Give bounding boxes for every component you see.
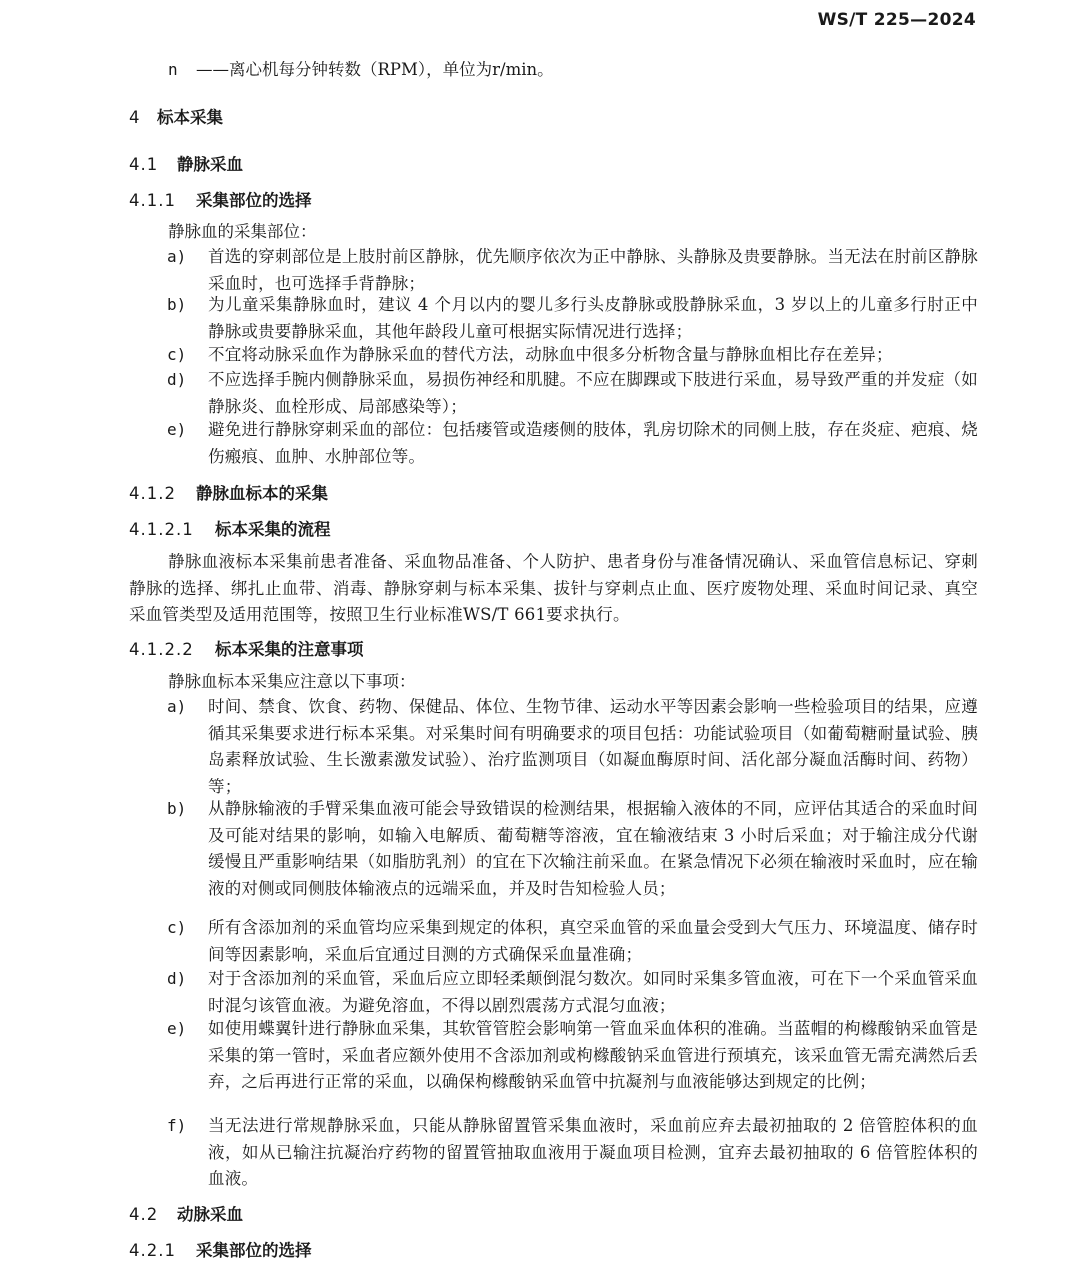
list-item: 不应选择手腕内侧静脉采血，易损伤神经和肌腱。不应在脚踝或下肢进行采血，易导致严重的并发症（如静脉炎、血栓形成、局部感染等）；	[208, 370, 978, 416]
list-item: 不宜将动脉采血作为静脉采血的替代方法，动脉血中很多分析物含量与静脉血相比存在差异；	[208, 345, 893, 364]
list-letter: e)	[167, 420, 187, 439]
list-item: 当无法进行常规静脉采血，只能从静脉留置管采集血液时，采血前应弃去最初抽取的 2 倍管腔体积的血液，如从已输注抗凝治疗药物的留置管抽取血液用于凝血项目检测，宜弃去最初抽取的 6 倍管腔体积的血液。	[208, 1116, 978, 1188]
list-letter: d)	[167, 969, 187, 988]
section-title: 采集部位的选择	[196, 1241, 312, 1260]
list-letter: a)	[167, 697, 187, 716]
list-letter: c)	[167, 918, 187, 937]
section-title: 静脉血标本的采集	[196, 484, 328, 503]
section-4-1-2-1-heading	[129, 516, 331, 540]
list-item: 时间、禁食、饮食、药物、保健品、体位、生物节律、运动水平等因素会影响一些检验项目的结果，应遵循其采集要求进行标本采集。对采集时间有明确要求的项目包括：功能试验项目（如葡萄糖耐量试验、胰岛素释放试验、生长激素激发试验）、治疗监测项目（如凝血酶原时间、活化部分凝血活酶时间、药物）等；	[208, 697, 978, 796]
section-4-1-heading	[129, 151, 243, 175]
section-4-1-1-intro: 静脉血的采集部位：	[168, 222, 317, 241]
list-item: 避免进行静脉穿刺采血的部位：包括瘘管或造瘘侧的肢体，乳房切除术的同侧上肢，存在炎症、疤痕、烧伤瘢痕、血肿、水肿部位等。	[208, 420, 978, 466]
standard-code: WS/T 225—2024	[817, 10, 976, 30]
section-title: 标本采集的流程	[215, 520, 331, 539]
list-item: 对于含添加剂的采血管，采血后应立即轻柔颠倒混匀数次。如同时采集多管血液，可在下一个采血管采血时混匀该管血液。为避免溶血，不得以剧烈震荡方式混匀血液；	[208, 969, 978, 1015]
section-number: 4.1.1	[129, 191, 176, 210]
section-4-1-2-2-intro: 静脉血标本采集应注意以下事项：	[168, 672, 416, 691]
section-4-2-heading	[129, 1201, 243, 1225]
section-number: 4.2	[129, 1205, 159, 1224]
section-number: 4.1.2.2	[129, 640, 194, 659]
section-4-1-2-1-body: 静脉血液标本采集前患者准备、采血物品准备、个人防护、患者身份与准备情况确认、采血管信息标记、穿刺静脉的选择、绑扎止血带、消毒、静脉穿刺与标本采集、拔针与穿刺点止血、医疗废物处理、采血时间记录、真空采血管类型及适用范围等，按照卫生行业标准WS/T 661要求执行。	[129, 552, 978, 625]
section-4-2-1-heading	[129, 1237, 312, 1261]
list-letter: c)	[167, 345, 187, 364]
list-letter: b)	[167, 799, 187, 818]
section-4-1-2-2-heading	[129, 636, 364, 660]
section-title: 动脉采血	[177, 1205, 243, 1224]
section-number: 4	[129, 108, 141, 127]
section-title: 标本采集的注意事项	[215, 640, 364, 659]
list-letter: d)	[167, 370, 187, 389]
section-title: 标本采集	[157, 108, 223, 127]
section-number: 4.2.1	[129, 1241, 176, 1260]
section-number: 4.1	[129, 155, 159, 174]
formula-note-text: ——离心机每分钟转数（RPM），单位为r/min。	[196, 60, 554, 79]
section-title: 采集部位的选择	[196, 191, 312, 210]
list-letter: e)	[167, 1019, 187, 1038]
section-title: 静脉采血	[177, 155, 243, 174]
list-letter: a)	[167, 247, 187, 266]
list-item: 如使用蝶翼针进行静脉血采集，其软管管腔会影响第一管血采血体积的准确。当蓝帽的枸橼酸钠采血管是采集的第一管时，采血者应额外使用不含添加剂或枸橼酸钠采血管进行预填充，该采血管无需充满然后丢弃，之后再进行正常的采血，以确保枸橼酸钠采血管中抗凝剂与血液能够达到规定的比例；	[208, 1019, 978, 1091]
formula-symbol: n	[168, 60, 178, 79]
list-item: 为儿童采集静脉血时，建议 4 个月以内的婴儿多行头皮静脉或股静脉采血，3 岁以上的儿童多行肘正中静脉或贵要静脉采血，其他年龄段儿童可根据实际情况进行选择；	[208, 295, 978, 341]
list-item: 所有含添加剂的采血管均应采集到规定的体积，真空采血管的采血量会受到大气压力、环境温度、储存时间等因素影响，采血后宜通过目测的方式确保采血量准确；	[208, 918, 978, 964]
list-item: 从静脉输液的手臂采集血液可能会导致错误的检测结果，根据输入液体的不同，应评估其适合的采血时间及可能对结果的影响，如输入电解质、葡萄糖等溶液，宜在输液结束 3 小时后采血；对于输注成分代谢缓慢且严重影响结果（如脂肪乳剂）的宜在下次输注前采血。在紧急情况下必须在输液时采血时，应在输液的对侧或同侧肢体输液点的远端采血，并及时告知检验人员；	[208, 799, 978, 898]
section-4-1-1-heading	[129, 187, 312, 211]
section-number: 4.1.2	[129, 484, 176, 503]
list-letter: b)	[167, 295, 187, 314]
section-number: 4.1.2.1	[129, 520, 194, 539]
list-item: 首选的穿刺部位是上肢肘前区静脉，优先顺序依次为正中静脉、头静脉及贵要静脉。当无法在肘前区静脉采血时，也可选择手背静脉；	[208, 247, 978, 293]
section-4-heading	[129, 104, 223, 128]
section-4-1-2-heading	[129, 480, 328, 504]
list-letter: f)	[167, 1116, 187, 1135]
